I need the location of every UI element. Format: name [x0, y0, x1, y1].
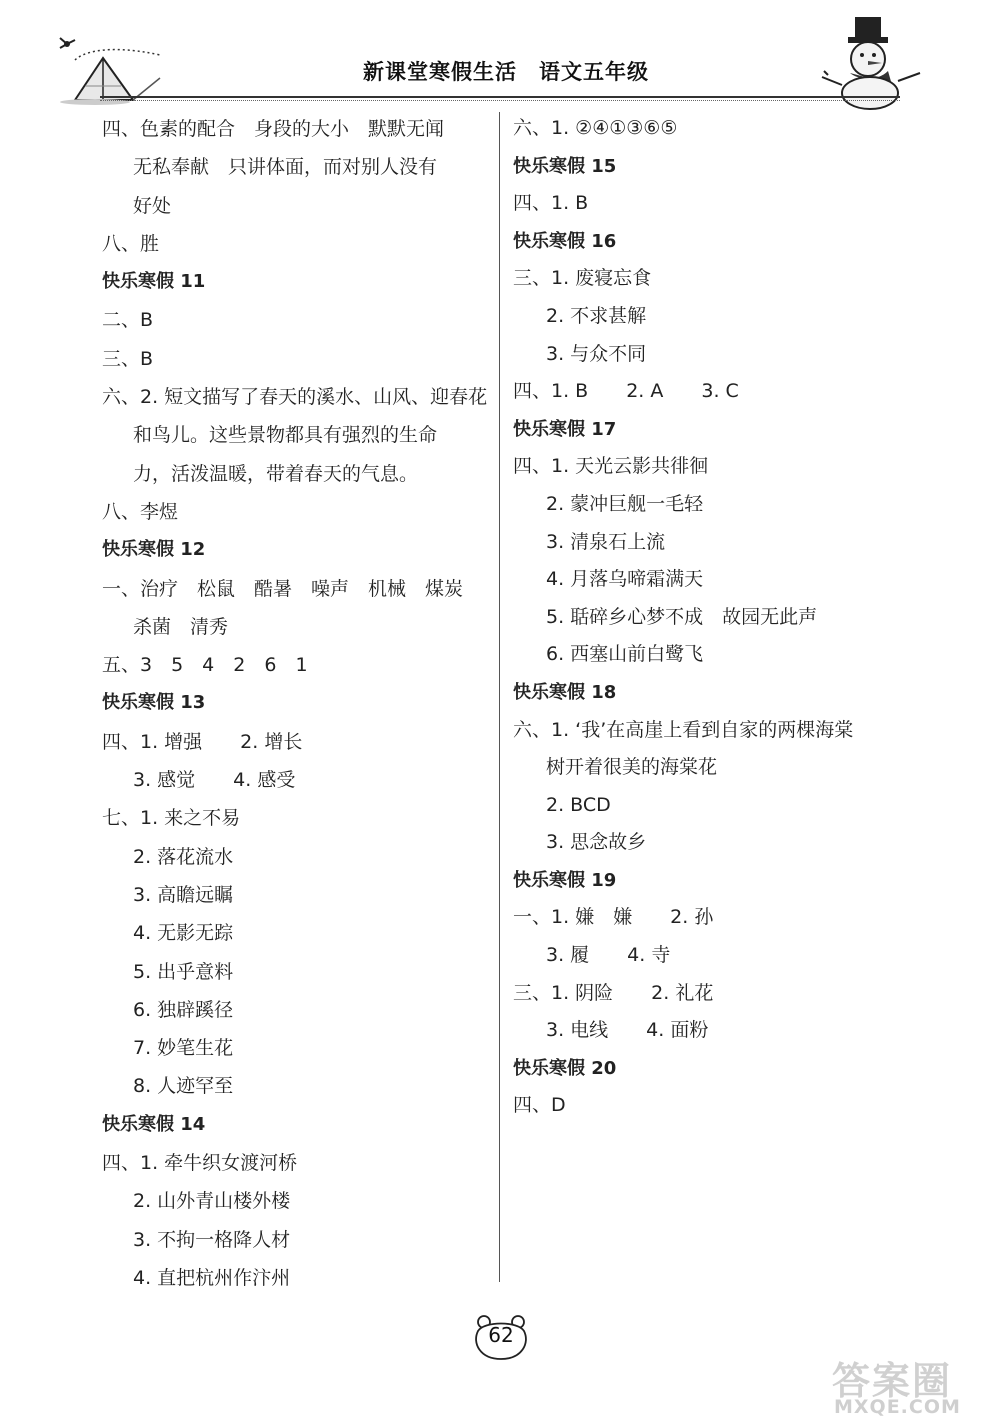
left-answer-line: 五、3 5 4 2 6 1 [102, 654, 308, 677]
watermark-logo-text: 答案圈 [832, 1359, 953, 1403]
header-rule [100, 96, 900, 98]
left-section-heading: 快乐寒假 14 [102, 1113, 206, 1135]
right-answer-line: 三、1. 阴险 2. 礼花 [513, 981, 714, 1004]
left-answer-line: 六、2. 短文描写了春天的溪水、山风、迎春花 [102, 386, 488, 409]
right-answer-line: 3. 与众不同 [546, 342, 647, 365]
right-answer-line: 2. 蒙冲巨舰一毛轻 [546, 492, 704, 515]
left-answer-line: 3. 不拘一格降人材 [133, 1228, 291, 1251]
right-section-heading: 快乐寒假 16 [513, 230, 617, 252]
tent-icon [55, 30, 175, 105]
left-answer-line: 3. 高瞻远瞩 [133, 883, 234, 906]
left-section-heading: 快乐寒假 11 [102, 271, 206, 293]
right-section-heading: 快乐寒假 15 [513, 155, 617, 177]
left-answer-line: 二、B [102, 309, 154, 332]
left-answer-line: 无私奉献 只讲体面，而对别人没有 [133, 156, 438, 179]
right-section-heading: 快乐寒假 20 [513, 1057, 617, 1079]
left-answer-line: 一、治疗 松鼠 酷暑 噪声 机械 煤炭 [102, 577, 464, 600]
header-rule-dotted [100, 100, 900, 101]
right-answer-line: 四、1. B [513, 192, 589, 215]
right-column [513, 110, 913, 1125]
left-answer-line: 八、胜 [102, 232, 160, 255]
left-answer-line: 2. 落花流水 [133, 845, 234, 868]
left-answer-line: 七、1. 来之不易 [102, 807, 241, 830]
left-answer-line: 力，活泼温暖，带着春天的气息。 [133, 462, 419, 485]
right-answer-line: 六、1. ‘我’在高崖上看到自家的两棵海棠 [513, 718, 854, 741]
left-answer-line: 杀菌 清秀 [133, 615, 229, 638]
right-answer-line: 4. 月落乌啼霜满天 [546, 568, 704, 591]
watermark-url: MXQE.COM [834, 1396, 961, 1418]
left-answer-line: 三、B [102, 347, 154, 370]
left-answer-line: 四、1. 牵牛织女渡河桥 [102, 1152, 298, 1175]
right-answer-line: 5. 聒碎乡心梦不成 故园无此声 [546, 605, 818, 628]
left-answer-line: 4. 直把杭州作汴州 [133, 1266, 291, 1289]
right-section-heading: 快乐寒假 19 [513, 869, 617, 891]
watermark [820, 1350, 980, 1420]
left-column [102, 110, 492, 1297]
right-answer-line: 树开着很美的海棠花 [546, 756, 718, 779]
left-section-heading: 快乐寒假 12 [102, 539, 206, 561]
left-answer-line: 8. 人迹罕至 [133, 1075, 234, 1098]
right-answer-line: 3. 履 4. 寺 [546, 944, 671, 967]
right-answer-line: 四、1. B 2. A 3. C [513, 380, 739, 403]
left-answer-line: 和鸟儿。这些景物都具有强烈的生命 [133, 424, 438, 447]
left-answer-line: 7. 妙笔生花 [133, 1037, 234, 1060]
right-section-heading: 快乐寒假 17 [513, 418, 617, 440]
right-answer-line: 三、1. 废寝忘食 [513, 267, 652, 290]
right-answer-line: 四、1. 天光云影共徘徊 [513, 455, 709, 478]
right-answer-line: 六、1. ②④①③⑥⑤ [513, 117, 678, 139]
right-answer-line: 3. 思念故乡 [546, 831, 647, 854]
left-answer-line: 四、1. 增强 2. 增长 [102, 730, 303, 753]
right-answer-line: 四、D [513, 1094, 566, 1117]
left-answer-line: 3. 感觉 4. 感受 [133, 769, 296, 792]
column-divider [499, 112, 500, 1282]
left-answer-line: 好处 [133, 194, 172, 217]
right-answer-line: 2. BCD [546, 793, 611, 816]
right-answer-line: 3. 电线 4. 面粉 [546, 1019, 709, 1042]
left-answer-line: 4. 无影无踪 [133, 922, 234, 945]
right-section-heading: 快乐寒假 18 [513, 681, 617, 703]
page-header [0, 0, 1000, 110]
left-answer-line: 6. 独辟蹊径 [133, 998, 234, 1021]
left-section-heading: 快乐寒假 13 [102, 692, 206, 714]
right-answer-line: 3. 清泉石上流 [546, 530, 666, 553]
page-number: 62 [488, 1323, 514, 1347]
right-answer-line: 2. 不求甚解 [546, 304, 647, 327]
header-title: 新课堂寒假生活 语文五年级 [363, 60, 649, 84]
left-answer-line: 四、色素的配合 身段的大小 默默无闻 [102, 118, 445, 140]
right-answer-line: 6. 西塞山前白鹭飞 [546, 643, 704, 666]
right-answer-line: 一、1. 嫌 嫌 2. 孙 [513, 906, 714, 929]
left-answer-line: 5. 出乎意料 [133, 960, 234, 983]
left-answer-line: 2. 山外青山楼外楼 [133, 1190, 291, 1213]
left-answer-line: 八、李煜 [102, 500, 179, 523]
